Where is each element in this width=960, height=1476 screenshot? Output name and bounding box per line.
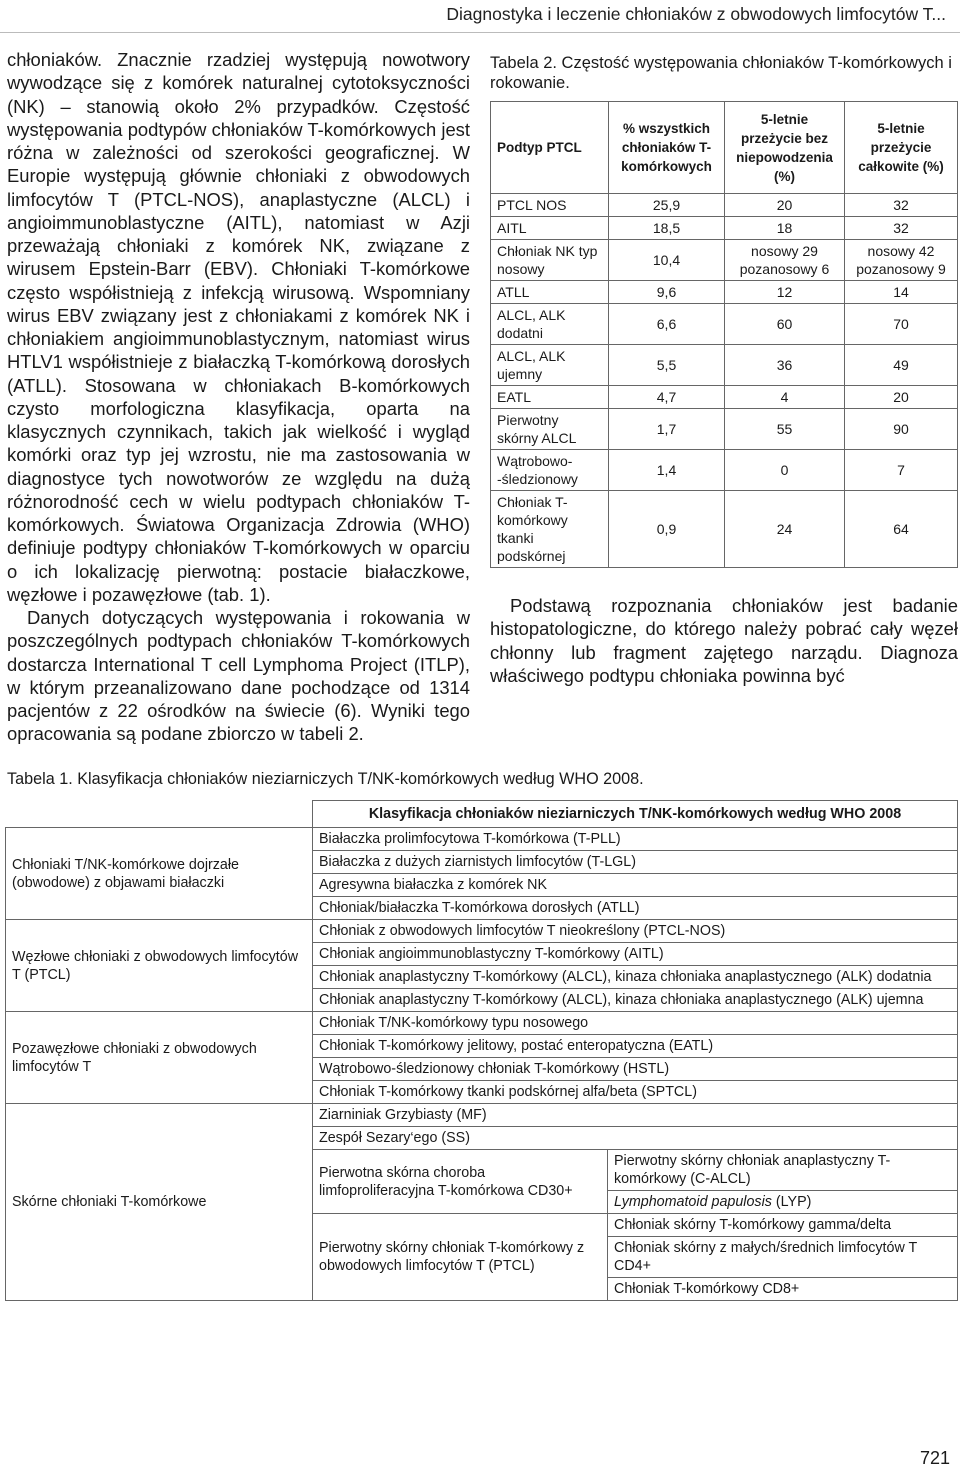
- table-row: [6, 920, 958, 943]
- table2-cell: EATL: [491, 386, 609, 409]
- table2-cell: 70: [845, 304, 958, 345]
- table2-caption: Tabela 2. Częstość występowania chłoniaków T-komórkowych i rokowanie.: [490, 54, 952, 92]
- table-row: [491, 240, 958, 281]
- table1-entry: Chłoniak T/NK-komórkowy typu nosowego: [313, 1012, 958, 1035]
- table-row: [6, 1012, 958, 1035]
- table1-entry: Pierwotny skórny chłoniak anaplastyczny T-komórkowy (C-ALCL): [608, 1150, 958, 1191]
- table1-entry: Białaczka z dużych ziarnistych limfocytów (T-LGL): [313, 851, 958, 874]
- table1-header-row: [6, 801, 958, 828]
- table2-header-cell: 5-letnie przeżycie bez niepowodzenia (%): [725, 102, 845, 194]
- table2-cell: 7: [845, 450, 958, 491]
- table2-cell: 20: [845, 386, 958, 409]
- table2-cell: 64: [845, 491, 958, 568]
- table-row: [491, 450, 958, 491]
- table2-cell: 18: [725, 217, 845, 240]
- table1: [5, 800, 958, 1301]
- table2-cell: 36: [725, 345, 845, 386]
- table1-entry: Ziarniniak Grzybiasty (MF): [313, 1104, 958, 1127]
- table1-entry: Chłoniak z obwodowych limfocytów T nieokreślony (PTCL-NOS): [313, 920, 958, 943]
- table1-header: Klasyfikacja chłoniaków nieziarniczych T/NK-komórkowych według WHO 2008: [313, 801, 958, 828]
- table-row: [491, 217, 958, 240]
- table1-entry: Chłoniak T-komórkowy CD8+: [608, 1278, 958, 1301]
- table1-entry: Chłoniak skórny T-komórkowy gamma/delta: [608, 1214, 958, 1237]
- table2-cell: 0,9: [609, 491, 725, 568]
- table2-cell: ATLL: [491, 281, 609, 304]
- table2-cell: AITL: [491, 217, 609, 240]
- table2-header-cell: 5-letnie przeżycie całkowite (%): [845, 102, 958, 194]
- table2-cell: 0: [725, 450, 845, 491]
- table2-cell: Wątrobowo-‑śledzionowy: [491, 450, 609, 491]
- table1-entry-italic: Lymphomatoid papulosis: [614, 1194, 772, 1210]
- table2-cell: 10,4: [609, 240, 725, 281]
- table1-entry: Chłoniak anaplastyczny T-komórkowy (ALCL), kinaza chłoniaka anaplastycznego (ALK) dodatnia: [313, 966, 958, 989]
- table1-entry-suffix: (LYP): [771, 1194, 812, 1210]
- table2-cell: 24: [725, 491, 845, 568]
- table2-cell: ALCL, ALK ujemny: [491, 345, 609, 386]
- table1-category: Chłoniaki T/NK-komórkowe dojrzałe (obwodowe) z objawami białaczki: [6, 828, 313, 920]
- table-row: [6, 828, 958, 851]
- table1-entry: Wątrobowo-śledzionowy chłoniak T-komórkowy (HSTL): [313, 1058, 958, 1081]
- table2-cell: 4,7: [609, 386, 725, 409]
- right-paragraph: Podstawą rozpoznania chłoniaków jest badanie histopatologiczne, do którego należy pobrać cały węzeł chłonny lub fragment zajętego narządu. Diagnoza właściwego podtypu chłoniaka powinna być: [490, 595, 958, 686]
- table1-entry: Białaczka prolimfocytowa T-komórkowa (T-PLL): [313, 828, 958, 851]
- table2-cell: ALCL, ALK dodatni: [491, 304, 609, 345]
- table1-entry: Chłoniak anaplastyczny T-komórkowy (ALCL), kinaza chłoniaka anaplastycznego (ALK) ujemna: [313, 989, 958, 1012]
- table2-cell: 5,5: [609, 345, 725, 386]
- table-row: [491, 304, 958, 345]
- table2-cell: nosowy 42 pozanosowy 9: [845, 240, 958, 281]
- table2-cell: 32: [845, 217, 958, 240]
- table2-cell: 14: [845, 281, 958, 304]
- table1-entry: Zespół Sezary‘ego (SS): [313, 1127, 958, 1150]
- table1-entry: Chłoniak T-komórkowy tkanki podskórnej alfa/beta (SPTCL): [313, 1081, 958, 1104]
- running-title: Diagnostyka i leczenie chłoniaków z obwodowych limfocytów T...: [446, 4, 946, 24]
- table-row: [491, 194, 958, 217]
- table2-cell: 25,9: [609, 194, 725, 217]
- table1-corner-cell: [6, 801, 313, 828]
- table2-cell: Chłoniak NK typ nosowy: [491, 240, 609, 281]
- table-row: [491, 491, 958, 568]
- header-rule: [0, 32, 960, 33]
- table2-cell: 4: [725, 386, 845, 409]
- table-row: [491, 281, 958, 304]
- table1-category: Węzłowe chłoniaki z obwodowych limfocytów T (PTCL): [6, 920, 313, 1012]
- table2-cell: 49: [845, 345, 958, 386]
- table-row: [491, 386, 958, 409]
- table1-entry: Agresywna białaczka z komórek NK: [313, 874, 958, 897]
- table1-caption: Tabela 1. Klasyfikacja chłoniaków nieziarniczych T/NK-komórkowych według WHO 2008.: [7, 770, 644, 788]
- table-row: [6, 1104, 958, 1127]
- table1-entry: Chłoniak skórny z małych/średnich limfocytów T CD4+: [608, 1237, 958, 1278]
- table2-cell: 1,4: [609, 450, 725, 491]
- table2-cell: PTCL NOS: [491, 194, 609, 217]
- table2-cell: 12: [725, 281, 845, 304]
- table2-cell: 18,5: [609, 217, 725, 240]
- table-row: [491, 409, 958, 450]
- table1-entry: Chłoniak angioimmunoblastyczny T-komórkowy (AITL): [313, 943, 958, 966]
- body-paragraph-1: chłoniaków. Znacznie rzadziej występują nowotwory wywodzące się z komórek naturalnej cytotoksyczności (NK) – stanowią około 2% przypadków. Częstość występowania podtypów chłoniaków T-komórkowych jest różna w zależności od szerokości geograficznej. W Europie występują głównie chłoniaki z obwodowych limfocytów T (PTCL-NOS), anaplastyczne (ALCL) i angioimmunoblastyczne (AITL), natomiast w Azji przeważają chłoniaki z komórek NK, związane z wirusem Epstein-Barr (EBV). Chłoniaki T-komórkowe często współistnieją z infekcją wirusową. Wspomniany wirus EBV związany jest z chłoniakami z komórek NK i chłoniakiem angioimmunoblastycznym, natomiast wirus HTLV1 współistnieje z białaczką T-komórkową dorosłych (ATLL). Stosowana w chłoniakach B-komórkowych czysto morfologiczna klasyfikacja, oparta na klasycznych czynnikach, takich jak wielkość i wygląd komórki oraz typ jej wzrostu, nie ma zastosowania w diagnostyce tych nowotworów ze względu na dużą różnorodność cech w wielu podtypach chłoniaków T-komórkowych. Światowa Organizacja Zdrowia (WHO) definiuje podtypy chłoniaków T-komórkowych w oparciu o ich lokalizację pierwotną: postacie białaczkowe, węzłowe i pozawęzłowe (tab. 1).: [7, 49, 470, 605]
- table2-cell: 90: [845, 409, 958, 450]
- table1-subgroup: Pierwotny skórny chłoniak T-komórkowy z obwodowych limfocytów T (PTCL): [313, 1214, 608, 1301]
- table2-header-cell: % wszystkich chłoniaków T-komórkowych: [609, 102, 725, 194]
- table2-cell: 6,6: [609, 304, 725, 345]
- table2-cell: Pierwotny skórny ALCL: [491, 409, 609, 450]
- table2-header-cell: Podtyp PTCL: [491, 102, 609, 194]
- table2-cell: 1,7: [609, 409, 725, 450]
- table1-entry: Chłoniak/białaczka T-komórkowa dorosłych (ATLL): [313, 897, 958, 920]
- table2-header-row: [491, 102, 958, 194]
- table2-cell: 60: [725, 304, 845, 345]
- table2-cell: 55: [725, 409, 845, 450]
- table1-subgroup: Pierwotna skórna choroba limfoproliferacyjna T-komórkowa CD30+: [313, 1150, 608, 1214]
- table1-entry: [608, 1191, 958, 1214]
- table1-entry: Chłoniak T-komórkowy jelitowy, postać enteropatyczna (EATL): [313, 1035, 958, 1058]
- right-column: [490, 53, 958, 687]
- table-row: [491, 345, 958, 386]
- table2-cell: 32: [845, 194, 958, 217]
- table2-cell: 9,6: [609, 281, 725, 304]
- body-paragraph-2: Danych dotyczących występowania i rokowania w poszczególnych podtypach chłoniaków T-komórkowych dostarcza International T cell Lymphoma Project (ITLP), w którym przeanalizowano dane pochodzące od 1314 pacjentów z 22 ośrodków na świecie (6). Wyniki tego opracowania są podane zbiorczo w tabeli 2.: [7, 607, 470, 745]
- left-column: [7, 48, 470, 746]
- table2: [490, 101, 958, 568]
- page-number: 721: [919, 1448, 950, 1468]
- table2-cell: nosowy 29 pozanosowy 6: [725, 240, 845, 281]
- table2-cell: 20: [725, 194, 845, 217]
- table1-category: Pozawęzłowe chłoniaki z obwodowych limfocytów T: [6, 1012, 313, 1104]
- table2-cell: Chłoniak T-komórkowy tkanki podskórnej: [491, 491, 609, 568]
- table1-category: Skórne chłoniaki T-komórkowe: [6, 1104, 313, 1301]
